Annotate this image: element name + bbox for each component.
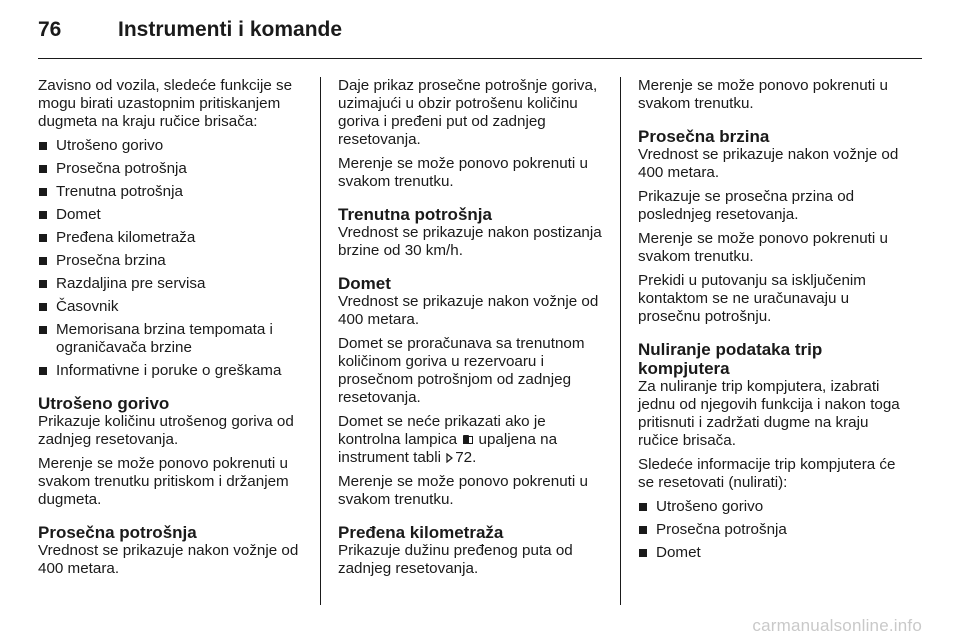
section-heading: Domet (338, 274, 391, 293)
paragraph: Prikazuje se prosečna przina od poslednjeg resetovanja. (638, 188, 855, 223)
paragraph: Prikazuje količinu utrošenog goriva od zadnjeg resetovanja. (38, 413, 294, 448)
section-heading: Nuliranje podataka trip kompjutera (638, 340, 823, 378)
page-header (38, 18, 342, 52)
section-heading: Utrošeno gorivo (38, 394, 170, 413)
section-heading: Prosečna potrošnja (38, 523, 197, 542)
paragraph: Vrednost se prikazuje nakon postizanja brzine od 30 km/h. (338, 224, 602, 259)
paragraph: Domet se proračunava sa trenutnom količinom goriva u rezervoaru i prosečnom potrošnjom od zadnjeg resetovanja. (338, 335, 585, 406)
section-heading: Trenutna potrošnja (338, 205, 492, 224)
function-list (38, 137, 310, 380)
paragraph: Vrednost se prikazuje nakon vožnje od 400 metara. (338, 293, 599, 328)
page-number: 76 (38, 18, 62, 41)
paragraph: Za nuliranje trip kompjutera, izabrati jednu od njegovih funkcija i nakon toga pritisnuti i zadržati dugme na kraju ručice brisača. (638, 378, 900, 449)
column-3 (638, 77, 910, 567)
list-item: Utrošeno gorivo (638, 498, 910, 516)
watermark: carmanualsonline.info (752, 616, 922, 635)
list-item: Informativne i poruke o greškama (38, 362, 310, 380)
reset-list (638, 498, 910, 562)
section-heading: Prosečna brzina (638, 127, 770, 146)
list-item: Pređena kilometraža (38, 229, 310, 247)
column-divider-2 (620, 77, 621, 605)
paragraph: Merenje se može ponovo pokrenuti u svakom trenutku. (638, 77, 888, 112)
page-title: Instrumenti i komande (118, 18, 343, 41)
fuel-pump-icon (463, 434, 472, 445)
list-item: Časovnik (38, 298, 310, 316)
paragraph: Merenje se može ponovo pokrenuti u svakom trenutku pritiskom i držanjem dugmeta. (38, 455, 289, 508)
text-fragment: upaljena na instrument tabli (338, 431, 558, 466)
list-item: Utrošeno gorivo (38, 137, 310, 155)
paragraph: Vrednost se prikazuje nakon vožnje od 400 metara. (638, 146, 899, 181)
page-reference[interactable]: 72. (455, 449, 477, 466)
list-item: Memorisana brzina tempomata i ograničavača brzine (38, 321, 310, 357)
header-divider (38, 58, 922, 59)
triangle-arrow-icon (446, 453, 453, 463)
paragraph: Daje prikaz prosečne potrošnje goriva, uzimajući u obzir potrošenu količinu goriva i pređeni put od zadnjeg resetovanja. (338, 77, 598, 148)
intro-paragraph: Zavisno od vozila, sledeće funkcije se mogu birati uzastopnim pritiskanjem dugmeta na kraju ručice brisača: (38, 77, 293, 130)
paragraph: Merenje se može ponovo pokrenuti u svakom trenutku. (338, 155, 588, 190)
paragraph: Prikazuje dužinu pređenog puta od zadnjeg resetovanja. (338, 542, 573, 577)
column-2 (338, 77, 610, 584)
column-1 (38, 77, 310, 584)
list-item: Domet (638, 544, 910, 562)
paragraph: Vrednost se prikazuje nakon vožnje od 400 metara. (38, 542, 299, 577)
list-item: Razdaljina pre servisa (38, 275, 310, 293)
section-heading: Pređena kilometraža (338, 523, 504, 542)
list-item: Domet (38, 206, 310, 224)
paragraph: Merenje se može ponovo pokrenuti u svakom trenutku. (338, 473, 588, 508)
list-item: Trenutna potrošnja (38, 183, 310, 201)
list-item: Prosečna potrošnja (638, 521, 910, 539)
column-divider-1 (320, 77, 321, 605)
text-fragment: Domet se neće prikazati ako je kontrolna lampica (338, 413, 546, 448)
paragraph-with-icon (338, 413, 610, 467)
paragraph: Merenje se može ponovo pokrenuti u svakom trenutku. (638, 230, 888, 265)
list-item: Prosečna potrošnja (38, 160, 310, 178)
list-item: Prosečna brzina (38, 252, 310, 270)
paragraph: Prekidi u putovanju sa isključenim kontaktom se ne uračunavaju u prosečnu potrošnju. (638, 272, 866, 325)
paragraph: Sledeće informacije trip kompjutera će se resetovati (nulirati): (638, 456, 896, 491)
